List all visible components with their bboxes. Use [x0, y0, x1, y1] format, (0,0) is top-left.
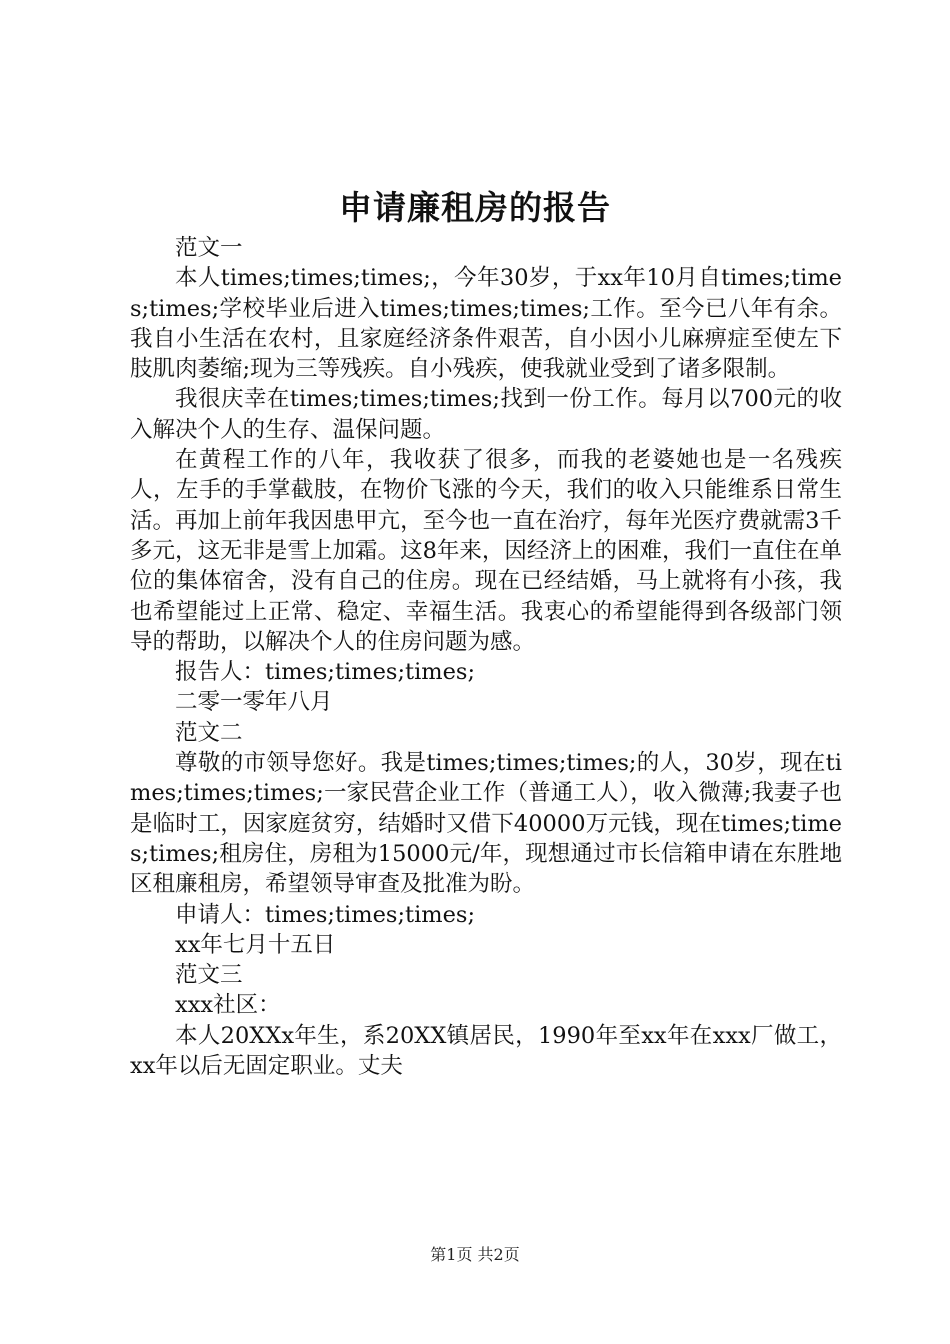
signature-line: 报告人：times;times;times; [175, 659, 476, 686]
body-paragraph: 本人times;times;times;，今年30岁，于xx年10月自times;times;times;学校毕业后进入times;times;times;工作。至今已八年有余。我自小生活在农村，且家庭经济条件艰苦，自小因小儿麻痹症至使左下肢肌肉萎缩;现为三等残疾。自小残疾，使我就业受到了诸多限制。 [130, 265, 842, 383]
section-heading-1: 范文一 [175, 235, 243, 261]
body-paragraph: 我很庆幸在times;times;times;找到一份工作。每月以700元的收入解决个人的生存、温保问题。 [130, 386, 842, 443]
page-number-footer: 第1页 共2页 [430, 1245, 520, 1264]
body-paragraph: 本人20XXx年生，系20XX镇居民，1990年至xx年在xxx厂做工，xx年以后无固定职业。丈夫 [130, 1022, 842, 1080]
document-body [130, 233, 842, 1081]
section-heading-3: 范文三 [175, 962, 243, 989]
signature-line: 申请人：times;times;times; [175, 901, 476, 928]
body-paragraph: 在黄程工作的八年，我收获了很多，而我的老婆她也是一名残疾人，左手的手掌截肢，在物价飞涨的今天，我们的收入只能维系日常生活。再加上前年我因患甲亢，至今也一直在治疗，每年光医疗费就需3千多元，这无非是雪上加霜。这8年来，因经济上的困难，我们一直住在单位的集体宿舍，没有自己的住房。现在已经结婚，马上就将有小孩，我也希望能过上正常、稳定、幸福生活。我衷心的希望能得到各级部门领导的帮助，以解决个人的住房问题为感。 [130, 447, 842, 655]
section-heading-2: 范文二 [175, 719, 243, 746]
document-title: 申请廉租房的报告 [339, 188, 611, 227]
body-paragraph: 尊敬的市领导您好。我是times;times;times;的人，30岁，现在times;times;times;一家民营企业工作（普通工人），收入微薄;我妻子也是临时工，因家庭贫穷，结婚时又借下40000万元钱，现在times;times;times;租房住，房租为15000元/年，现想通过市长信箱申请在东胜地区租廉租房，希望领导审查及批准为盼。 [130, 750, 842, 898]
salutation-line: xxx社区： [175, 992, 281, 1019]
date-line: 二零一零年八月 [175, 689, 333, 716]
date-line: xx年七月十五日 [175, 931, 336, 958]
